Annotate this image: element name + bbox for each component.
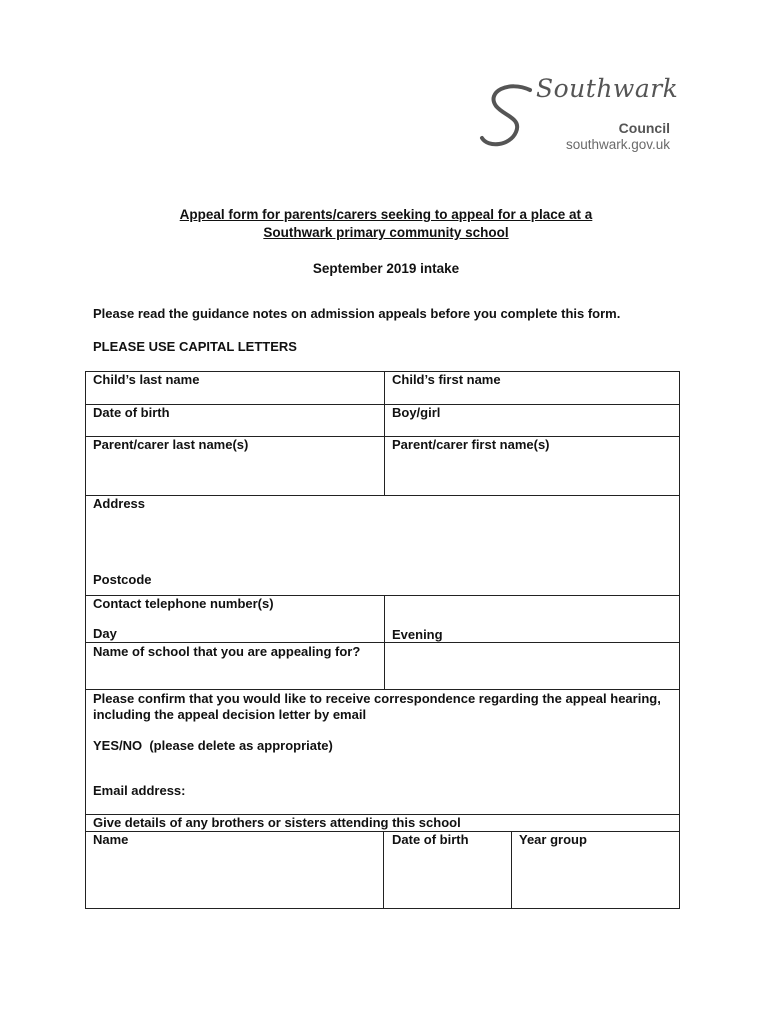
logo-wordmark: Southwark	[536, 74, 679, 103]
sibling-name-column[interactable]: Name	[93, 832, 129, 847]
evening-phone-field[interactable]: Evening	[392, 627, 443, 642]
row-divider	[85, 404, 680, 405]
childs-first-name-field[interactable]: Child’s first name	[392, 372, 501, 387]
confirm-email-text: Please confirm that you would like to receive correspondence regarding the appeal hearing, including the appeal decision letter by email	[93, 691, 665, 722]
childs-last-name-field[interactable]: Child’s last name	[93, 372, 200, 387]
logo-council-text: Council	[618, 120, 670, 136]
capitals-note: PLEASE USE CAPITAL LETTERS	[93, 339, 297, 354]
day-phone-field[interactable]: Day	[93, 626, 117, 641]
column-divider	[511, 831, 512, 909]
form-title-line2: Southwark primary community school	[263, 225, 509, 240]
sibling-dob-column[interactable]: Date of birth	[392, 832, 469, 847]
logo-swoosh-icon	[478, 82, 538, 152]
yes-no-option[interactable]: YES/NO (please delete as appropriate)	[93, 738, 333, 753]
parent-first-name-field[interactable]: Parent/carer first name(s)	[392, 437, 550, 452]
intake-heading: September 2019 intake	[312, 261, 460, 276]
column-divider	[384, 595, 385, 689]
row-divider	[85, 495, 680, 496]
column-divider	[383, 831, 384, 909]
address-field[interactable]: Address	[93, 496, 146, 511]
parent-last-name-field[interactable]: Parent/carer last name(s)	[93, 437, 249, 452]
form-title-line1: Appeal form for parents/carers seeking to appeal for a place at a	[179, 207, 593, 222]
row-divider	[85, 689, 680, 690]
boy-girl-field[interactable]: Boy/girl	[392, 405, 441, 420]
southwark-council-logo	[478, 74, 678, 160]
guidance-note: Please read the guidance notes on admission appeals before you complete this form.	[93, 306, 621, 321]
row-divider	[85, 642, 680, 643]
logo-url-text: southwark.gov.uk	[565, 137, 670, 152]
email-address-field[interactable]: Email address:	[93, 783, 186, 798]
postcode-field[interactable]: Postcode	[93, 572, 152, 587]
sibling-year-group-column[interactable]: Year group	[519, 832, 587, 847]
column-divider	[384, 371, 385, 495]
contact-telephone-label: Contact telephone number(s)	[93, 596, 274, 611]
siblings-heading: Give details of any brothers or sisters attending this school	[93, 815, 461, 830]
school-name-field[interactable]: Name of school that you are appealing for?	[93, 644, 361, 659]
date-of-birth-field[interactable]: Date of birth	[93, 405, 170, 420]
